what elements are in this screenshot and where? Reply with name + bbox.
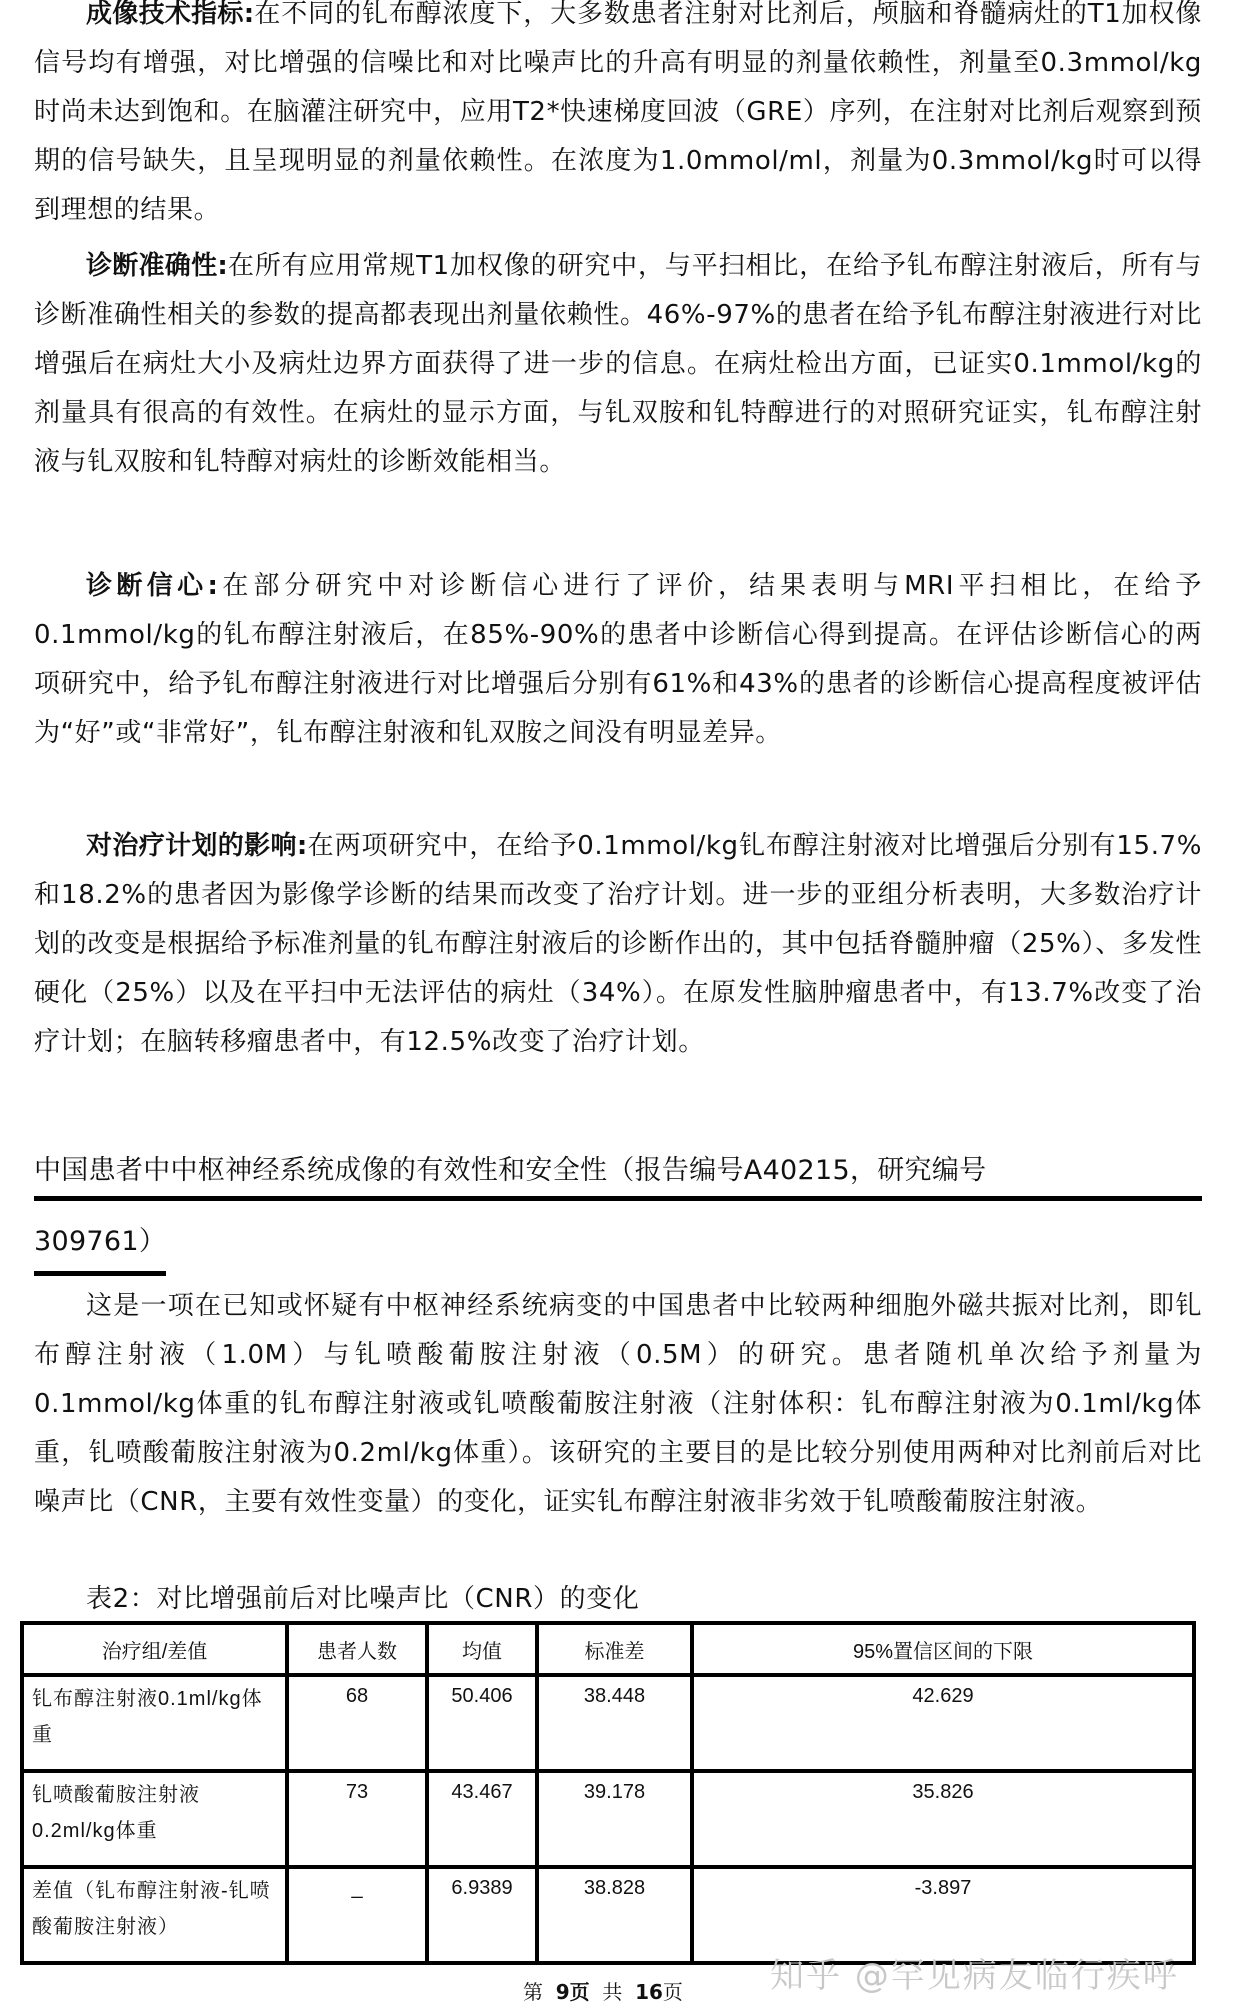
table-caption: 表2：对比增强前后对比噪声比（CNR）的变化 xyxy=(86,1584,640,1614)
watermark: 知乎 @罕见病友临行疾呼 xyxy=(770,1956,1179,1996)
footer-page-number: 9页 xyxy=(555,1980,590,2004)
header-sd: 标准差 xyxy=(537,1623,692,1675)
paragraph-lead: 成像技术指标: xyxy=(86,0,255,29)
paragraph-lead: 诊断准确性: xyxy=(86,251,228,281)
cell-mean: 6.9389 xyxy=(427,1867,537,1963)
cell-n: _ xyxy=(287,1867,427,1963)
section-heading-line1: 中国患者中中枢神经系统成像的有效性和安全性（报告编号A40215，研究编号 xyxy=(34,1142,1202,1201)
header-mean: 均值 xyxy=(427,1623,537,1675)
cell-group: 差值（钆布醇注射液-钆喷酸葡胺注射液） xyxy=(22,1867,287,1963)
header-group: 治疗组/差值 xyxy=(22,1623,287,1675)
cell-sd: 38.828 xyxy=(537,1867,692,1963)
table-header-row xyxy=(22,1623,1194,1675)
paragraph-text: 在不同的钆布醇浓度下，大多数患者注射对比剂后，颅脑和脊髓病灶的T1加权像信号均有增强，对比增强的信噪比和对比噪声比的升高有明显的剂量依赖性，剂量至0.3mmol/kg时尚未达到饱和。在脑灌注研究中，应用T2*快速梯度回波（GRE）序列，在注射对比剂后观察到预期的信号缺失，且呈现明显的剂量依赖性。在浓度为1.0mmol/ml，剂量为0.3mmol/kg时可以得到理想的结果。 xyxy=(34,0,1202,225)
table-row xyxy=(22,1771,1194,1867)
table-row xyxy=(22,1675,1194,1771)
cell-n: 68 xyxy=(287,1675,427,1771)
section-heading-line2: 309761） xyxy=(34,1213,166,1276)
paragraph-diagnostic-accuracy xyxy=(34,242,1202,487)
paragraph-diagnostic-confidence xyxy=(34,562,1202,758)
paragraph-imaging-metrics xyxy=(34,0,1202,235)
cell-sd: 39.178 xyxy=(537,1771,692,1867)
cnr-table xyxy=(20,1621,1196,1965)
paragraph-text: 在部分研究中对诊断信心进行了评价，结果表明与MRI平扫相比，在给予0.1mmol/kg的钆布醇注射液后，在85%-90%的患者中诊断信心得到提高。在评估诊断信心的两项研究中，给予钆布醇注射液进行对比增强后分别有61%和43%的患者的诊断信心提高程度被评估为“好”或“非常好”，钆布醇注射液和钆双胺之间没有明显差异。 xyxy=(34,571,1203,748)
section-body-paragraph: 这是一项在已知或怀疑有中枢神经系统病变的中国患者中比较两种细胞外磁共振对比剂，即钆布醇注射液（1.0M）与钆喷酸葡胺注射液（0.5M）的研究。患者随机单次给予剂量为0.1mmol/kg体重的钆布醇注射液或钆喷酸葡胺注射液（注射体积：钆布醇注射液为0.1ml/kg体重，钆喷酸葡胺注射液为0.2ml/kg体重）。该研究的主要目的是比较分别使用两种对比剂前后对比噪声比（CNR，主要有效性变量）的变化，证实钆布醇注射液非劣效于钆喷酸葡胺注射液。 xyxy=(34,1291,1202,1517)
cell-mean: 43.467 xyxy=(427,1771,537,1867)
cell-n: 73 xyxy=(287,1771,427,1867)
cell-ci-lower: 35.826 xyxy=(692,1771,1194,1867)
paragraph-treatment-plan-impact xyxy=(34,822,1202,1067)
header-ci-lower: 95%置信区间的下限 xyxy=(692,1623,1194,1675)
cell-group: 钆喷酸葡胺注射液0.2ml/kg体重 xyxy=(22,1771,287,1867)
section-heading xyxy=(34,1142,1202,1276)
footer-middle: 共 xyxy=(602,1980,623,2004)
cell-mean: 50.406 xyxy=(427,1675,537,1771)
paragraph-lead: 对治疗计划的影响: xyxy=(86,831,308,861)
cell-ci-lower: 42.629 xyxy=(692,1675,1194,1771)
footer-prefix: 第 xyxy=(523,1980,543,2004)
cell-sd: 38.448 xyxy=(537,1675,692,1771)
cell-ci-lower: -3.897 xyxy=(692,1867,1194,1963)
paragraph-text: 在两项研究中，在给予0.1mmol/kg钆布醇注射液对比增强后分别有15.7%和18.2%的患者因为影像学诊断的结果而改变了治疗计划。进一步的亚组分析表明，大多数治疗计划的改变是根据给予标准剂量的钆布醇注射液后的诊断作出的，其中包括脊髓肿瘤（25%）、多发性硬化（25%）以及在平扫中无法评估的病灶（34%）。在原发性脑肿瘤患者中，有13.7%改变了治疗计划；在脑转移瘤患者中，有12.5%改变了治疗计划。 xyxy=(34,831,1202,1057)
paragraph-lead: 诊断信心: xyxy=(86,571,218,601)
page-footer xyxy=(523,1976,683,2005)
header-n: 患者人数 xyxy=(287,1623,427,1675)
footer-total-pages: 16 xyxy=(635,1980,663,2004)
footer-suffix: 页 xyxy=(662,1980,683,2004)
cell-group: 钆布醇注射液0.1ml/kg体重 xyxy=(22,1675,287,1771)
paragraph-text: 在所有应用常规T1加权像的研究中，与平扫相比，在给予钆布醇注射液后，所有与诊断准确性相关的参数的提高都表现出剂量依赖性。46%-97%的患者在给予钆布醇注射液进行对比增强后在病灶大小及病灶边界方面获得了进一步的信息。在病灶检出方面，已证实0.1mmol/kg的剂量具有很高的有效性。在病灶的显示方面，与钆双胺和钆特醇进行的对照研究证实，钆布醇注射液与钆双胺和钆特醇对病灶的诊断效能相当。 xyxy=(34,251,1203,477)
